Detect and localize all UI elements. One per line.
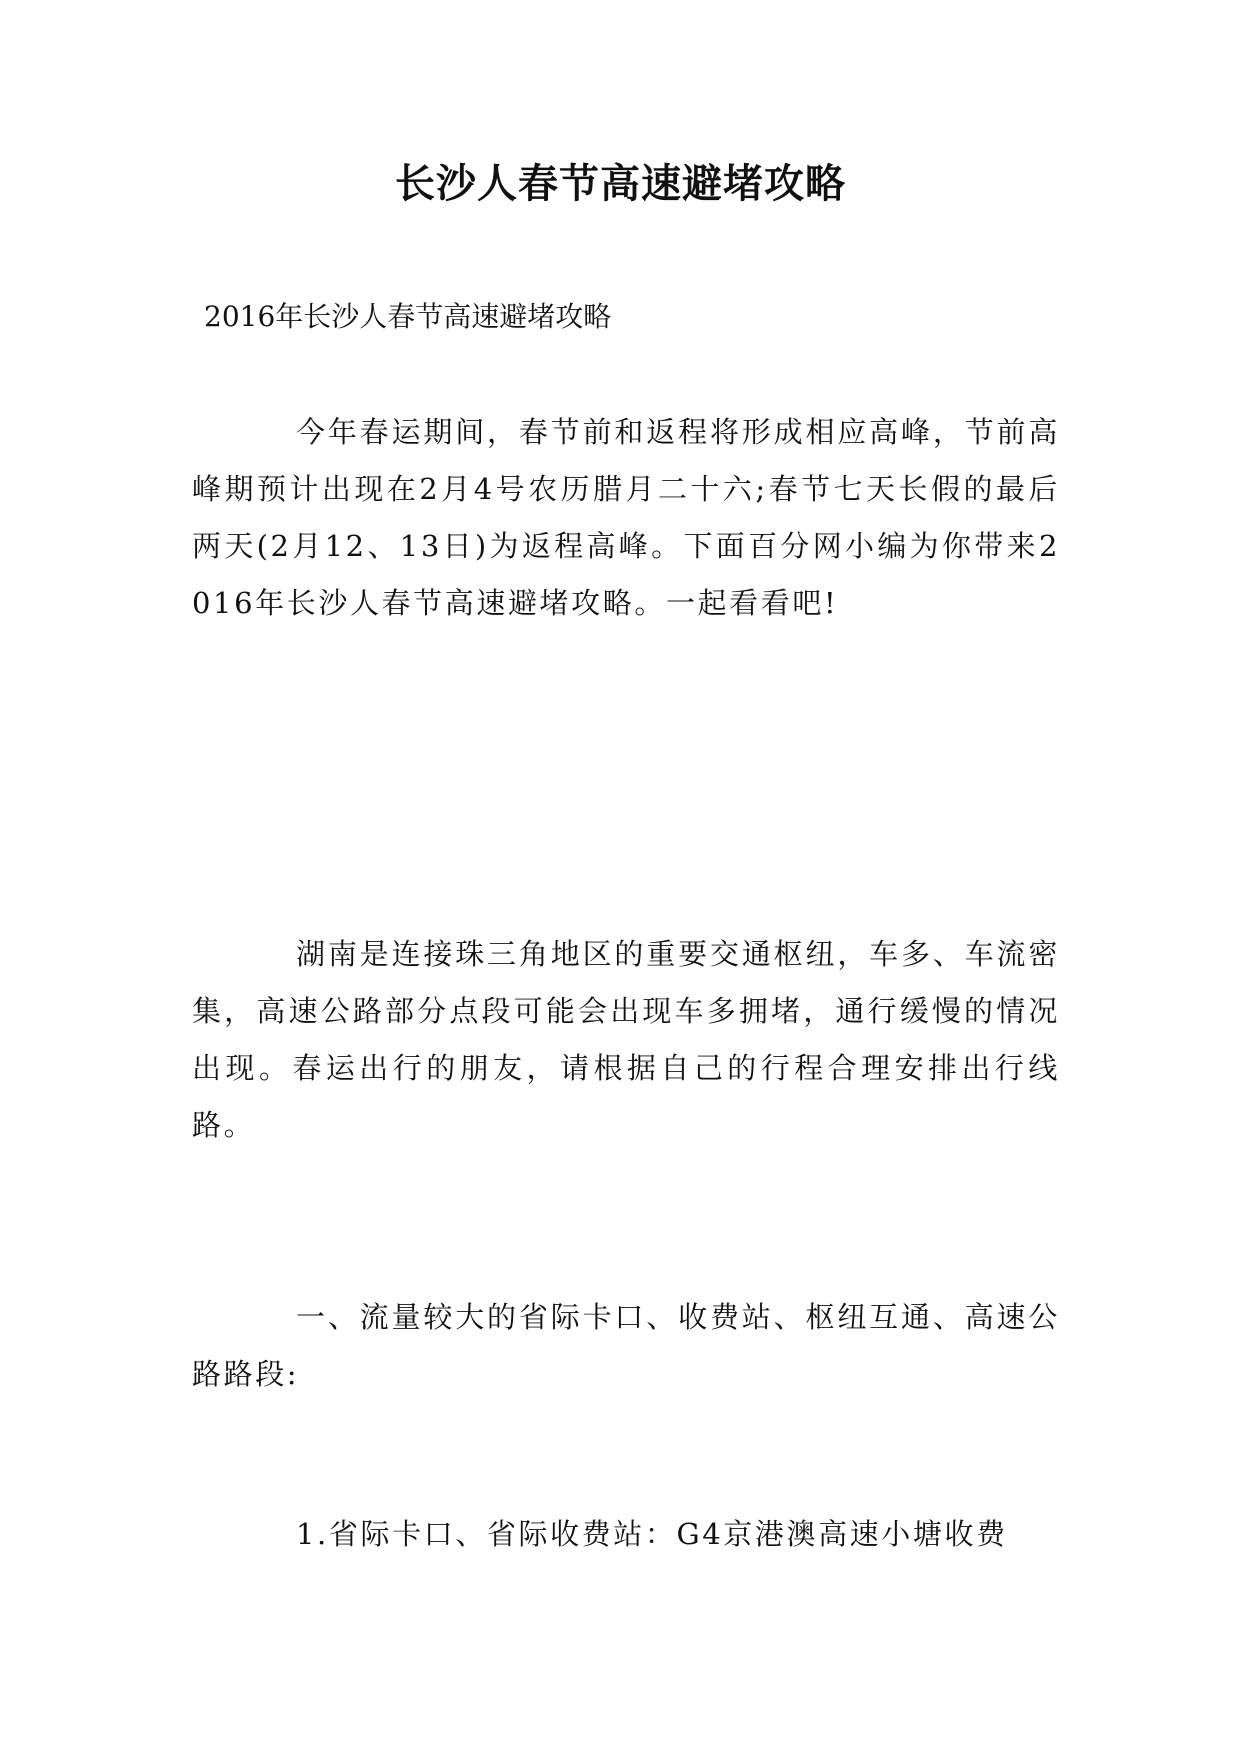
document-title: 长沙人春节高速避堵攻略 (395, 160, 846, 207)
document-subtitle: 2016年长沙人春节高速避堵攻略 (204, 300, 612, 333)
paragraph-list-item: 1.省际卡口、省际收费站：G4京港澳高速小塘收费 (296, 1517, 1008, 1551)
paragraph-intro: 今年春运期间，春节前和返程将形成相应高峰，节前高峰期预计出现在2月4号农历腊月二十六;春节七天长假的最后两天(2月12、13日)为返程高峰。下面百分网小编为你带来2016年长沙人春节高速避堵攻略。一起看看吧! (192, 415, 1060, 620)
paragraph-section-heading: 一、流量较大的省际卡口、收费站、枢纽互通、高速公路路段: (192, 1300, 1060, 1391)
paragraph-hunan: 湖南是连接珠三角地区的重要交通枢纽，车多、车流密集，高速公路部分点段可能会出现车多拥堵，通行缓慢的情况出现。春运出行的朋友，请根据自己的行程合理安排出行线路。 (192, 937, 1060, 1142)
